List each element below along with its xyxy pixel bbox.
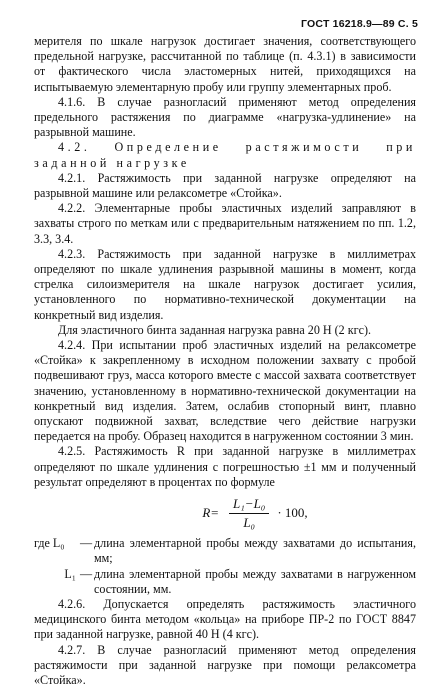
definition-dash: — [80,536,93,551]
formula-extensibility [94,490,416,536]
definition-text: длина элементарной пробы между захватами в нагруженном состоянии, мм. [94,566,416,596]
paragraph-4-2-3: 4.2.3. Растяжимость при заданной нагрузке в миллиметрах определяют по шкале удлинения разрывной машины в момент, когда стрелка силоизмерителя на шкале нагрузок достигает усилия, установленного по нормативно-технической документации на конкретный вид изделия. [34,246,416,322]
definition-l0 [34,536,416,566]
paragraph-4-1-6: 4.1.6. В случае разногласий применяют метод определения предельного растяжения по диаграмме «нагрузка-удлинение» на разрывной машине. [34,94,416,140]
paragraph-bandage-load: Для эластичного бинта заданная нагрузка равна 20 Н (2 кгс). [58,322,371,337]
document-body [34,34,416,688]
paragraph-4-2-6: 4.2.6. Допускается определять растяжимость эластичного медицинского бинта методом «кольца» на приборе ПР-2 по ГОСТ 8847 при заданной нагрузке, равной 40 Н (4 кгс). [34,596,416,642]
definition-dash: — [80,566,93,581]
page-header: ГОСТ 16218.9—89 С. 5 [301,18,418,30]
section-title-4-2: 4.2. Определение растяжимости при заданной нагрузке [34,140,416,170]
paragraph-4-2-2: 4.2.2. Элементарные пробы эластичных изделий заправляют в захваты строго по меткам или с предварительным натяжением по пп. 1.2, 3.3, 3.4. [34,201,416,246]
formula-lhs: R= [202,505,220,521]
definition-text: длина элементарной пробы между захватами до испытания, мм; [94,536,416,566]
paragraph-4-2-4: 4.2.4. При испытании проб эластичных изделий на релаксометре «Стойка» к закрепленному в исходном положении захвату с пробой подвешивают груз, масса которого вместе с массой захвата соответствует значению, установленному в нормативно-технической документации на конкретный вид изделия. Затем, ослабив стопорный винт, плавно опускают подвижной захват, вследствие чего действие нагрузки передается на пробу. Образец находится в нагруженном состоянии 3 мин. [34,338,416,444]
paragraph-continuation: мерителя по шкале нагрузок достигает значения, соответствующего предельной нагрузке, рассчитанной по таблице (п. 4.3.1) в зависимости от фактического числа эластомерных нитей, приходящихся на испытываемую элементарную пробу или группу элементарных проб. [34,34,416,94]
formula-tail: · 100, [277,505,308,521]
paragraph-4-2-5: 4.2.5. Растяжимость R при заданной нагрузке в миллиметрах определяют по шкале удлинения с погрешностью ±1 мм и полученный результат определяют в процентах по формуле [34,444,416,489]
paragraph-4-2-1: 4.2.1. Растяжимость при заданной нагрузке определяют на разрывной машине или релаксометре «Стойка». [34,170,416,201]
definition-l1 [34,567,416,597]
definition-term: L₁ [64,566,76,581]
paragraph-4-2-7: 4.2.7. В случае разногласий применяют метод определения растяжимости при заданной нагрузке при помощи релаксометра «Стойка». [34,642,416,687]
definition-term: где L₀ [34,536,65,551]
formula-numerator: L₁−L₀ [229,496,269,513]
formula-denominator: L₀ [243,514,256,530]
formula-fraction [229,496,269,529]
